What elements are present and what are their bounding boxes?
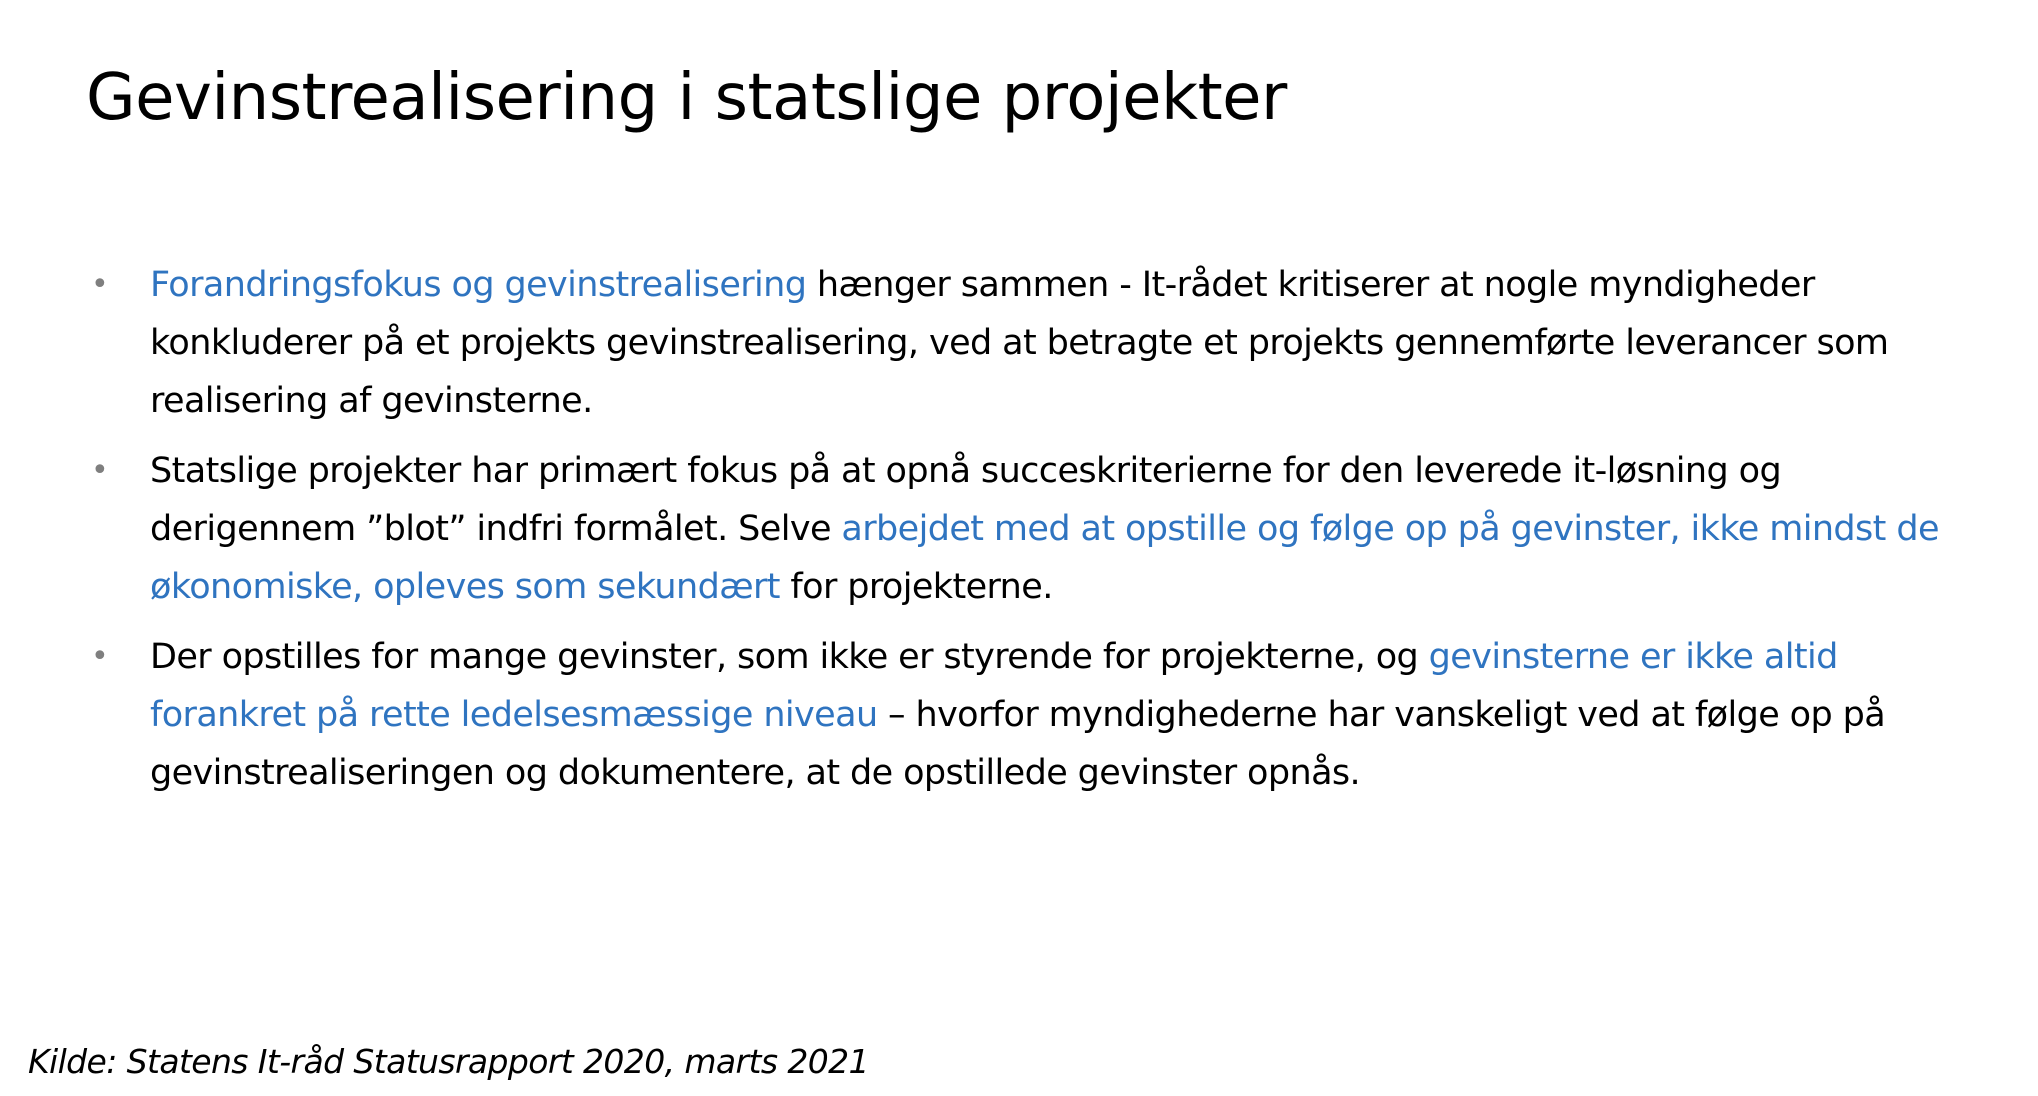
bullet-text-highlight: arbejdet med at opstille og følge op på gevinster, ikke mindst de økonomiske, opleves som sekundært (150, 509, 1939, 607)
bullet-text: – hvorfor myndighederne har vanskeligt ved at følge op på gevinstrealiseringen og dokumentere, at de opstillede gevinster opnås. (150, 695, 1886, 793)
bullet-list (86, 256, 1986, 814)
bullet-dot-icon: • (91, 453, 109, 488)
slide-title: Gevinstrealisering i statslige projekter (86, 61, 1287, 135)
bullet-item (86, 256, 1986, 430)
bullet-item (86, 628, 1986, 802)
bullet-item (86, 442, 1986, 616)
bullet-text: Der opstilles for mange gevinster, som ikke er styrende for projekterne, og (150, 637, 1429, 677)
bullet-dot-icon: • (91, 639, 109, 674)
bullet-text-highlight: Forandringsfokus og gevinstrealisering (150, 265, 807, 305)
bullet-text: Statslige projekter har primært fokus på at opnå succeskriterierne for den leverede it-løsning og derigennem ”blot” indfri formålet. Selve (150, 451, 1782, 549)
bullet-text: for projekterne. (779, 567, 1053, 607)
bullet-text: hænger sammen - It-rådet kritiserer at nogle myndigheder konkluderer på et projekts gevinstrealisering, ved at betragte et projekts gennemførte leverancer som realisering af gevinsterne. (150, 265, 1889, 421)
bullet-dot-icon: • (91, 267, 109, 302)
source-citation: Kilde: Statens It-råd Statusrapport 2020, marts 2021 (28, 1042, 869, 1081)
bullet-text-highlight: gevinsterne er ikke altid forankret på rette ledelsesmæssige niveau (150, 637, 1838, 735)
